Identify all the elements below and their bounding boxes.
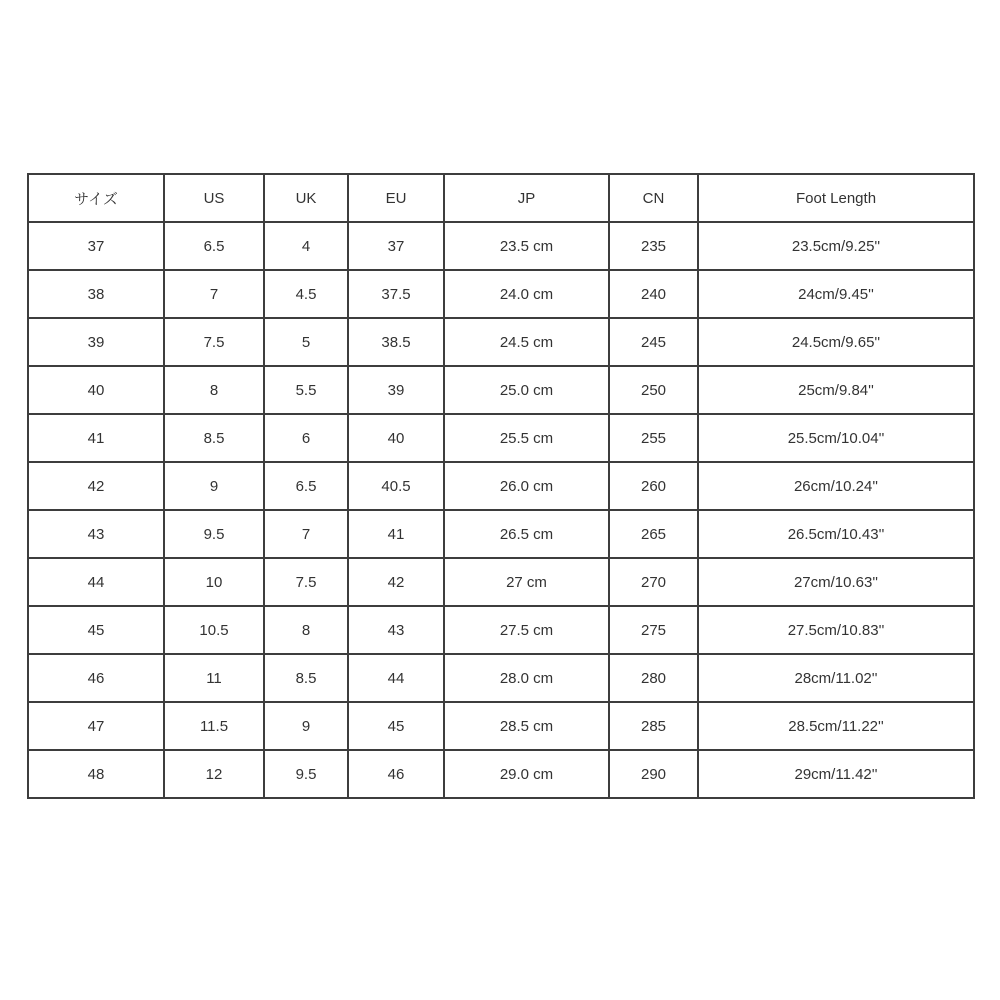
table-cell: 11.5 [164,702,264,750]
table-row [28,270,974,318]
table-cell: 9.5 [264,750,348,798]
table-row [28,750,974,798]
table-cell: 40 [348,414,444,462]
table-cell: 42 [348,558,444,606]
table-row [28,558,974,606]
table-cell: 5.5 [264,366,348,414]
table-cell: 8 [164,366,264,414]
table-cell: 27.5cm/10.83'' [698,606,974,654]
table-cell: 28.0 cm [444,654,609,702]
column-header-us: US [164,174,264,222]
table-cell: 40 [28,366,164,414]
table-cell: 24.5cm/9.65'' [698,318,974,366]
table-cell: 29cm/11.42'' [698,750,974,798]
table-cell: 23.5 cm [444,222,609,270]
table-cell: 39 [348,366,444,414]
table-cell: 7 [164,270,264,318]
table-cell: 245 [609,318,698,366]
column-header-uk: UK [264,174,348,222]
column-header-eu: EU [348,174,444,222]
table-cell: 25.0 cm [444,366,609,414]
table-header [28,174,974,222]
table-cell: 26.0 cm [444,462,609,510]
table-cell: 40.5 [348,462,444,510]
column-header-cn: CN [609,174,698,222]
table-cell: 45 [348,702,444,750]
table-cell: 27cm/10.63'' [698,558,974,606]
table-row [28,654,974,702]
table-cell: 26.5cm/10.43'' [698,510,974,558]
table-cell: 250 [609,366,698,414]
table-cell: 41 [28,414,164,462]
table-cell: 10 [164,558,264,606]
table-cell: 10.5 [164,606,264,654]
table-cell: 48 [28,750,164,798]
table-cell: 38 [28,270,164,318]
table-cell: 7.5 [164,318,264,366]
table-cell: 27 cm [444,558,609,606]
table-cell: 9 [164,462,264,510]
table-cell: 44 [28,558,164,606]
table-cell: 26cm/10.24'' [698,462,974,510]
table-cell: 25.5 cm [444,414,609,462]
table-cell: 28cm/11.02'' [698,654,974,702]
table-cell: 37.5 [348,270,444,318]
column-header-foot-length: Foot Length [698,174,974,222]
table-cell: 240 [609,270,698,318]
table-cell: 265 [609,510,698,558]
column-header-jp: JP [444,174,609,222]
table-cell: 24.5 cm [444,318,609,366]
table-cell: 5 [264,318,348,366]
table-cell: 45 [28,606,164,654]
table-cell: 275 [609,606,698,654]
table-cell: 37 [348,222,444,270]
table-cell: 38.5 [348,318,444,366]
table-cell: 285 [609,702,698,750]
table-cell: 255 [609,414,698,462]
table-body [28,222,974,798]
table-row [28,222,974,270]
table-cell: 290 [609,750,698,798]
table-cell: 9.5 [164,510,264,558]
table-cell: 24.0 cm [444,270,609,318]
header-row [28,174,974,222]
table-row [28,414,974,462]
column-header-size: サイズ [28,174,164,222]
table-cell: 12 [164,750,264,798]
table-cell: 24cm/9.45'' [698,270,974,318]
table-cell: 28.5cm/11.22'' [698,702,974,750]
table-cell: 7 [264,510,348,558]
table-cell: 4 [264,222,348,270]
table-row [28,318,974,366]
table-cell: 270 [609,558,698,606]
table-cell: 25cm/9.84'' [698,366,974,414]
table-cell: 11 [164,654,264,702]
table-cell: 8.5 [264,654,348,702]
table-cell: 26.5 cm [444,510,609,558]
table-cell: 260 [609,462,698,510]
table-cell: 7.5 [264,558,348,606]
table-cell: 23.5cm/9.25'' [698,222,974,270]
table-cell: 43 [348,606,444,654]
table-row [28,510,974,558]
table-cell: 6.5 [164,222,264,270]
table-cell: 235 [609,222,698,270]
table-cell: 4.5 [264,270,348,318]
table-row [28,702,974,750]
table-cell: 6.5 [264,462,348,510]
shoe-size-conversion-table [27,173,975,799]
table-cell: 9 [264,702,348,750]
table-cell: 46 [28,654,164,702]
table-cell: 43 [28,510,164,558]
table-cell: 42 [28,462,164,510]
table-cell: 37 [28,222,164,270]
table-cell: 6 [264,414,348,462]
table-row [28,462,974,510]
table-cell: 41 [348,510,444,558]
table-row [28,606,974,654]
table-row [28,366,974,414]
table-cell: 44 [348,654,444,702]
table-cell: 28.5 cm [444,702,609,750]
table-cell: 47 [28,702,164,750]
table-cell: 8.5 [164,414,264,462]
table-cell: 39 [28,318,164,366]
table-cell: 25.5cm/10.04'' [698,414,974,462]
table-cell: 46 [348,750,444,798]
table-cell: 29.0 cm [444,750,609,798]
table-cell: 280 [609,654,698,702]
table-cell: 27.5 cm [444,606,609,654]
table-cell: 8 [264,606,348,654]
